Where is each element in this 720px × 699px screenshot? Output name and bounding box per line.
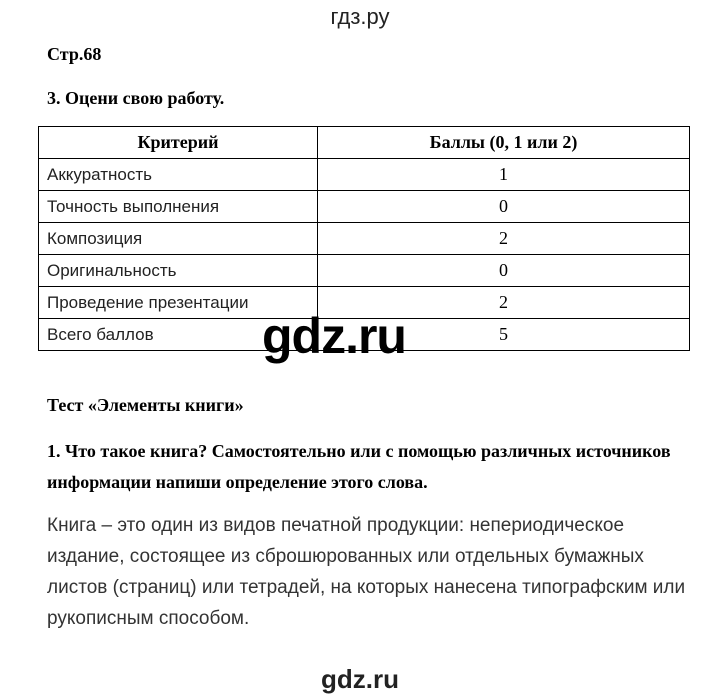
question-text: 1. Что такое книга? Самостоятельно или с помощью различных источников информации напиши определение этого слова. [47,441,671,492]
table-row [39,255,690,287]
table-row [39,223,690,255]
criterion-cell: Точность выполнения [39,191,318,223]
criterion-cell: Аккуратность [39,159,318,191]
score-cell: 1 [318,159,690,191]
table-row [39,159,690,191]
site-header: гдз.ру [330,4,390,29]
criterion-cell: Композиция [39,223,318,255]
column-header-score: Баллы (0, 1 или 2) [318,127,690,159]
score-cell: 5 [318,319,690,351]
watermark: gdz.ru [262,308,406,364]
table-header-row [39,127,690,159]
site-footer: gdz.ru [321,664,399,694]
answer-text: Книга – это один из видов печатной продукции: непериодическое издание, состоящее из сброшюрованных или отдельных бумажных листов (страниц) или тетрадей, на которых нанесена типографским или рукописным способом. [47,515,686,629]
criterion-cell: Оригинальность [39,255,318,287]
task-title: 3. Оцени свою работу. [47,88,225,108]
test-title: Тест «Элементы книги» [47,395,244,415]
page-reference: Стр.68 [47,44,102,64]
criterion-cell: Всего баллов [39,319,318,351]
score-cell: 0 [318,255,690,287]
column-header-criterion: Критерий [39,127,318,159]
table-row [39,191,690,223]
criterion-cell: Проведение презентации [39,287,318,319]
score-cell: 0 [318,191,690,223]
score-cell: 2 [318,223,690,255]
score-cell: 2 [318,287,690,319]
